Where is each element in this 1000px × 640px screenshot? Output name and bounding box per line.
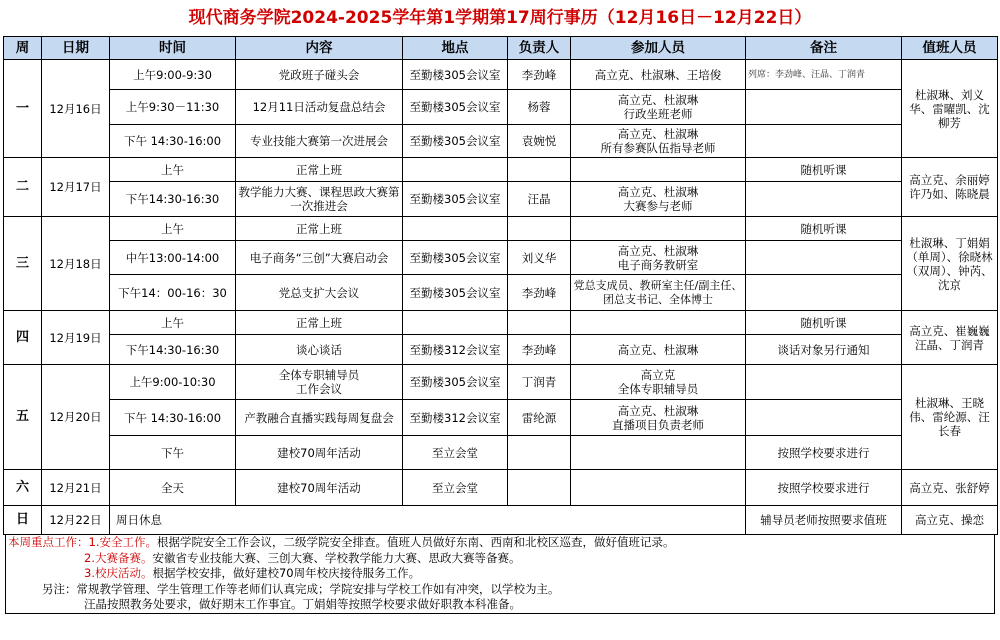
- content-cell: 教学能力大赛、课程思政大赛第一次推进会: [236, 182, 403, 217]
- duty-cell: 高立克、余丽婷许乃如、陈晓晨: [902, 158, 998, 217]
- footer-notes: [5, 535, 995, 614]
- time-cell: 上午9:00-10:30: [110, 365, 236, 400]
- location-cell: [403, 158, 508, 182]
- participants-cell: [571, 470, 746, 506]
- header-week: 周: [4, 37, 42, 60]
- header-content: 内容: [236, 37, 403, 60]
- table-row: [4, 311, 998, 335]
- time-cell: 下午14:30-16:30: [110, 335, 236, 365]
- note-cell: 辅导员老师按照要求值班: [746, 506, 902, 535]
- footer-line: [8, 535, 994, 551]
- note-cell: 列席：李劲峰、汪晶、丁润青: [746, 60, 902, 90]
- footer-line: [8, 597, 994, 613]
- owner-cell: [508, 470, 571, 506]
- time-cell: [110, 506, 746, 535]
- note-cell: [746, 400, 902, 436]
- table-row: [4, 90, 998, 125]
- note-cell: [746, 125, 902, 158]
- footer-other-label: 另注：: [42, 581, 77, 596]
- date-cell: 12月19日: [42, 311, 110, 365]
- owner-cell: [508, 217, 571, 241]
- header-participants: 参加人员: [571, 37, 746, 60]
- time-cell: 上午9:00-9:30: [110, 60, 236, 90]
- owner-cell: [508, 311, 571, 335]
- footer-p2-body: 安徽省专业技能大赛、三创大赛、学校教学能力大赛、思政大赛等备赛。: [152, 550, 521, 565]
- time-cell: 上午: [110, 158, 236, 182]
- location-cell: 至勤楼305会议室: [403, 365, 508, 400]
- duty-cell: 杜淑琳、王晓伟、雷纶源、汪长春: [902, 365, 998, 470]
- week-cell: 六: [4, 470, 42, 506]
- content-cell: 全体专职辅导员 工作会议: [236, 365, 403, 400]
- content-cell: 建校70周年活动: [236, 436, 403, 470]
- header-note: 备注: [746, 37, 902, 60]
- participants-cell: 高立克、杜淑琳 所有参赛队伍指导老师: [571, 125, 746, 158]
- table-row: [4, 335, 998, 365]
- rest-label: 周日休息: [116, 513, 162, 527]
- week-cell: 四: [4, 311, 42, 365]
- footer-p3-head: 3.校庆活动。: [84, 566, 153, 580]
- header-time: 时间: [110, 37, 236, 60]
- owner-cell: 汪晶: [508, 182, 571, 217]
- location-cell: 至立会堂: [403, 470, 508, 506]
- content-cell: 产教融合直播实践每周复盘会: [236, 400, 403, 436]
- owner-cell: [508, 158, 571, 182]
- location-cell: [403, 217, 508, 241]
- owner-cell: 杨蓉: [508, 90, 571, 125]
- owner-cell: 李劲峰: [508, 275, 571, 311]
- header-duty: 值班人员: [902, 37, 998, 60]
- location-cell: 至勤楼305会议室: [403, 125, 508, 158]
- owner-cell: 李劲峰: [508, 335, 571, 365]
- note-cell: [746, 365, 902, 400]
- duty-cell: 高立克、崔巍巍汪晶、丁润青: [902, 311, 998, 365]
- table-row: [4, 365, 998, 400]
- footer-line: [8, 582, 994, 598]
- date-cell: 12月17日: [42, 158, 110, 217]
- content-cell: 专业技能大赛第一次进展会: [236, 125, 403, 158]
- content-cell: 党政班子碰头会: [236, 60, 403, 90]
- footer-line: [8, 551, 994, 567]
- time-cell: 下午14:30-16:30: [110, 182, 236, 217]
- date-cell: 12月21日: [42, 470, 110, 506]
- participants-cell: [571, 311, 746, 335]
- week-cell: 五: [4, 365, 42, 470]
- content-cell: 建校70周年活动: [236, 470, 403, 506]
- note-cell: 谈话对象另行通知: [746, 335, 902, 365]
- location-cell: 至勤楼312会议室: [403, 335, 508, 365]
- footer-p1-body: 根据学院安全工作会议，二级学院安全排查。值班人员做好东南、西南和北校区巡查，做好值班记录。: [156, 535, 675, 549]
- participants-cell: 党总支成员、教研室主任/副主任、团总支书记、全体博士: [571, 275, 746, 311]
- content-cell: 正常上班: [236, 217, 403, 241]
- location-cell: 至勤楼305会议室: [403, 241, 508, 275]
- note-cell: 随机听课: [746, 311, 902, 335]
- header-owner: 负责人: [508, 37, 571, 60]
- location-cell: [403, 311, 508, 335]
- time-cell: 下午 14:30-16:00: [110, 400, 236, 436]
- participants-cell: 高立克、杜淑琳 大赛参与老师: [571, 182, 746, 217]
- header-date: 日期: [42, 37, 110, 60]
- location-cell: 至立会堂: [403, 436, 508, 470]
- participants-cell: [571, 436, 746, 470]
- header-location: 地点: [403, 37, 508, 60]
- note-cell: 随机听课: [746, 158, 902, 182]
- note-cell: [746, 182, 902, 217]
- table-row: [4, 217, 998, 241]
- header-row: [4, 37, 998, 60]
- table-row: [4, 125, 998, 158]
- table-row: [4, 60, 998, 90]
- schedule-table: [3, 36, 998, 535]
- date-cell: 12月22日: [42, 506, 110, 535]
- location-cell: 至勤楼305会议室: [403, 90, 508, 125]
- content-cell: 谈心谈话: [236, 335, 403, 365]
- time-cell: 上午: [110, 311, 236, 335]
- time-cell: 上午9:30－11:30: [110, 90, 236, 125]
- footer-p1-head: 1.安全工作。: [88, 535, 157, 549]
- table-row: [4, 506, 998, 535]
- footer-p3-body: 根据学校安排，做好建校70周年校庆接待服务工作。: [152, 566, 421, 580]
- time-cell: 下午14：00-16：30: [110, 275, 236, 311]
- footer-p2-head: 2.大赛备赛。: [84, 550, 153, 565]
- note-cell: [746, 275, 902, 311]
- content-cell: 12月11日活动复盘总结会: [236, 90, 403, 125]
- table-row: [4, 275, 998, 311]
- week-cell: 一: [4, 60, 42, 158]
- date-cell: 12月16日: [42, 60, 110, 158]
- duty-cell: 高立克、张舒婷: [902, 470, 998, 506]
- content-cell: 正常上班: [236, 158, 403, 182]
- note-cell: [746, 241, 902, 275]
- page-title: 现代商务学院2024-2025学年第1学期第17周行事历（12月16日－12月22日）: [188, 8, 812, 28]
- footer-other-2: 汪晶按照教务处要求，做好期末工作事宜。丁娟娟等按照学校要求做好职教本科准备。: [84, 597, 521, 611]
- owner-cell: 袁婉悦: [508, 125, 571, 158]
- owner-cell: 刘义华: [508, 241, 571, 275]
- time-cell: 下午: [110, 436, 236, 470]
- participants-cell: 高立克、杜淑琳: [571, 335, 746, 365]
- location-cell: 至勤楼305会议室: [403, 182, 508, 217]
- time-cell: 下午 14:30-16:00: [110, 125, 236, 158]
- week-cell: 三: [4, 217, 42, 311]
- owner-cell: 雷纶源: [508, 400, 571, 436]
- location-cell: 至勤楼312会议室: [403, 400, 508, 436]
- owner-cell: 丁润青: [508, 365, 571, 400]
- participants-cell: [571, 217, 746, 241]
- content-cell: 党总支扩大会议: [236, 275, 403, 311]
- duty-cell: 杜淑琳、丁娟娟（单周）、徐晓林（双周）、钟芮、沈京: [902, 217, 998, 311]
- time-cell: 中午13:00-14:00: [110, 241, 236, 275]
- footer-other-1: 常规教学管理、学生管理工作等老师们认真完成；学院安排与学校工作如有冲突，以学校为主。: [76, 581, 560, 596]
- table-row: [4, 241, 998, 275]
- participants-cell: [571, 158, 746, 182]
- owner-cell: [508, 436, 571, 470]
- content-cell: 电子商务“三创”大赛启动会: [236, 241, 403, 275]
- footer-lead: 本周重点工作：: [8, 535, 89, 549]
- table-row: [4, 182, 998, 217]
- note-cell: 按照学校要求进行: [746, 470, 902, 506]
- participants-cell: 高立克、杜淑琳、王培俊: [571, 60, 746, 90]
- location-cell: 至勤楼305会议室: [403, 60, 508, 90]
- table-row: [4, 158, 998, 182]
- time-cell: 上午: [110, 217, 236, 241]
- participants-cell: 高立克、杜淑琳 电子商务教研室: [571, 241, 746, 275]
- table-row: [4, 470, 998, 506]
- table-row: [4, 400, 998, 436]
- note-cell: 按照学校要求进行: [746, 436, 902, 470]
- duty-cell: 杜淑琳、刘义华、雷曜凯、沈柳芳: [902, 60, 998, 158]
- participants-cell: 高立克、杜淑琳 行政坐班老师: [571, 90, 746, 125]
- note-cell: 随机听课: [746, 217, 902, 241]
- date-cell: 12月18日: [42, 217, 110, 311]
- location-cell: 至勤楼305会议室: [403, 275, 508, 311]
- week-cell: 二: [4, 158, 42, 217]
- table-row: [4, 436, 998, 470]
- week-cell: 日: [4, 506, 42, 535]
- date-cell: 12月20日: [42, 365, 110, 470]
- time-cell: 全天: [110, 470, 236, 506]
- note-cell: [746, 90, 902, 125]
- duty-cell: 高立克、操恋: [902, 506, 998, 535]
- owner-cell: 李劲峰: [508, 60, 571, 90]
- participants-cell: 高立克、杜淑琳 直播项目负责老师: [571, 400, 746, 436]
- content-cell: 正常上班: [236, 311, 403, 335]
- participants-cell: 高立克 全体专职辅导员: [571, 365, 746, 400]
- footer-line: [8, 566, 994, 582]
